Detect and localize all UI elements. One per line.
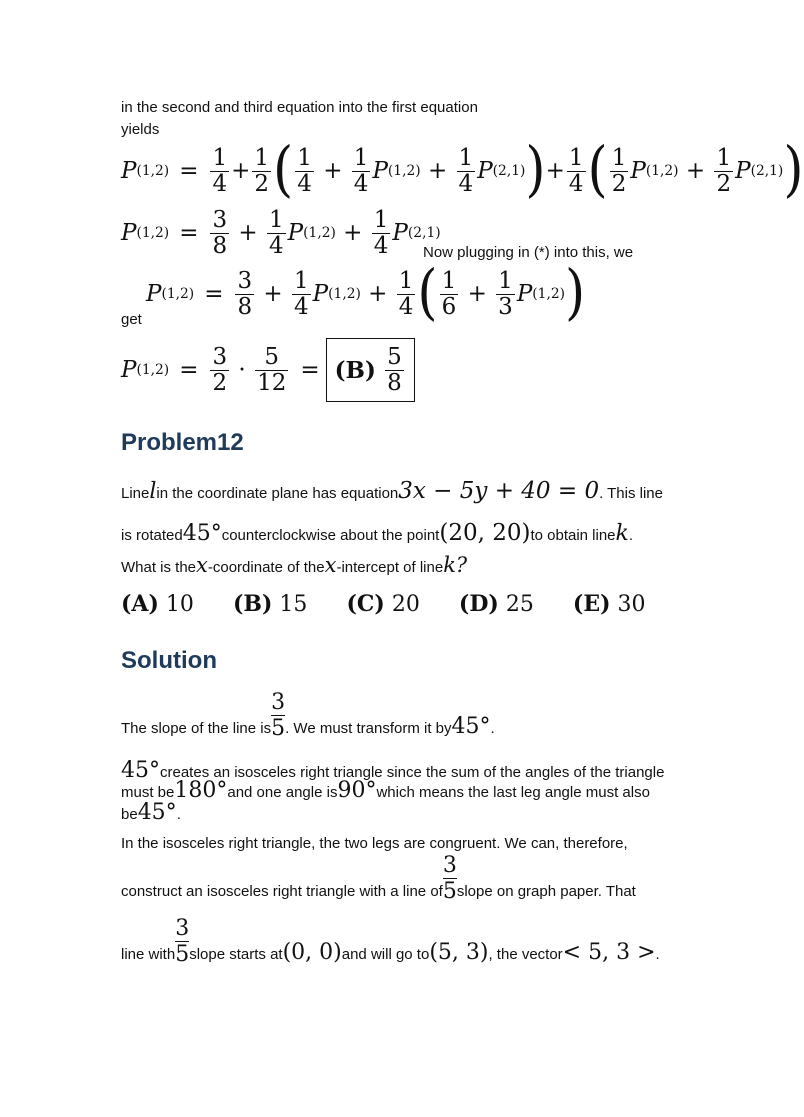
solution-line-3: must be 180° and one angle is 90° which means the last leg angle must also xyxy=(121,778,650,803)
equation-3: P (1,2) = $\frac{3}{8}$ + $\frac{1}{4}$ P (1,2) + $\frac{1}{4}$ ( $\frac{1}{6}$ + $\frac{1}{3}$ P (1,2) ) xyxy=(146,258,586,328)
solution-line-5: In the isosceles right triangle, the two legs are congruent. We can, therefore, xyxy=(121,835,628,852)
problem-line-3: What is the x -coordinate of the x -intercept of line k? xyxy=(121,553,468,577)
choice-c: (C) 20 xyxy=(346,591,420,617)
get-text: get xyxy=(121,311,142,328)
solution-heading: Solution xyxy=(121,647,217,674)
problem-line-2: is rotated 45° counterclockwise about the point (20, 20) to obtain line k . xyxy=(121,520,634,546)
choice-d: (D) 25 xyxy=(458,591,534,617)
solution-line-1: The slope of the line is $\frac{3}{5}$ . We must transform it by 45° . xyxy=(121,690,495,741)
problem-line-1: Line l in the coordinate plane has equation 3x − 5y + 40 = 0 . This line xyxy=(121,478,663,504)
solution-line-7: line with $\frac{3}{5}$ slope starts at (0, 0) and will go to (5, 3) , the vector < 5, 3 > . xyxy=(121,916,660,967)
intro-line-2: yields xyxy=(121,121,160,138)
intro-line-1: in the second and third equation into the first equation xyxy=(121,99,478,116)
equation-4: P (1,2) = $\frac{3}{2}$ · $\frac{5}{12}$ = (B) $\frac{5}{8}$ xyxy=(121,336,415,404)
choice-a: (A) 10 xyxy=(121,591,194,617)
answer-choices xyxy=(121,591,680,617)
choice-b: (B) 15 xyxy=(232,591,308,617)
equation-1: P (1,2) = $\frac{1}{4}$ + $\frac{1}{2}$ ( $\frac{1}{4}$ + $\frac{1}{4}$ P (1,2) + $\frac{1}{4}$ P (2,1) ) + $\frac{1}{4}$ ( $\frac{1}{2}$ P (1,2) + $\frac{1}{2}$ P (2,1) ) xyxy=(121,135,804,205)
plugging-text: Now plugging in (*) into this, we xyxy=(423,244,634,261)
solution-line-2: 45° creates an isosceles right triangle since the sum of the angles of the triangle xyxy=(121,758,665,783)
choice-e: (E) 30 xyxy=(572,591,646,617)
solution-line-6: construct an isosceles right triangle with a line of $\frac{3}{5}$ slope on graph paper. That xyxy=(121,853,636,904)
solution-line-4: be 45° . xyxy=(121,800,181,825)
answer-box: (B) $\frac{5}{8}$ xyxy=(326,338,415,401)
equation-2: P (1,2) = $\frac{3}{8}$ + $\frac{1}{4}$ P (1,2) + $\frac{1}{4}$ P (2,1) xyxy=(121,207,441,259)
problem-heading: Problem12 xyxy=(121,429,244,456)
